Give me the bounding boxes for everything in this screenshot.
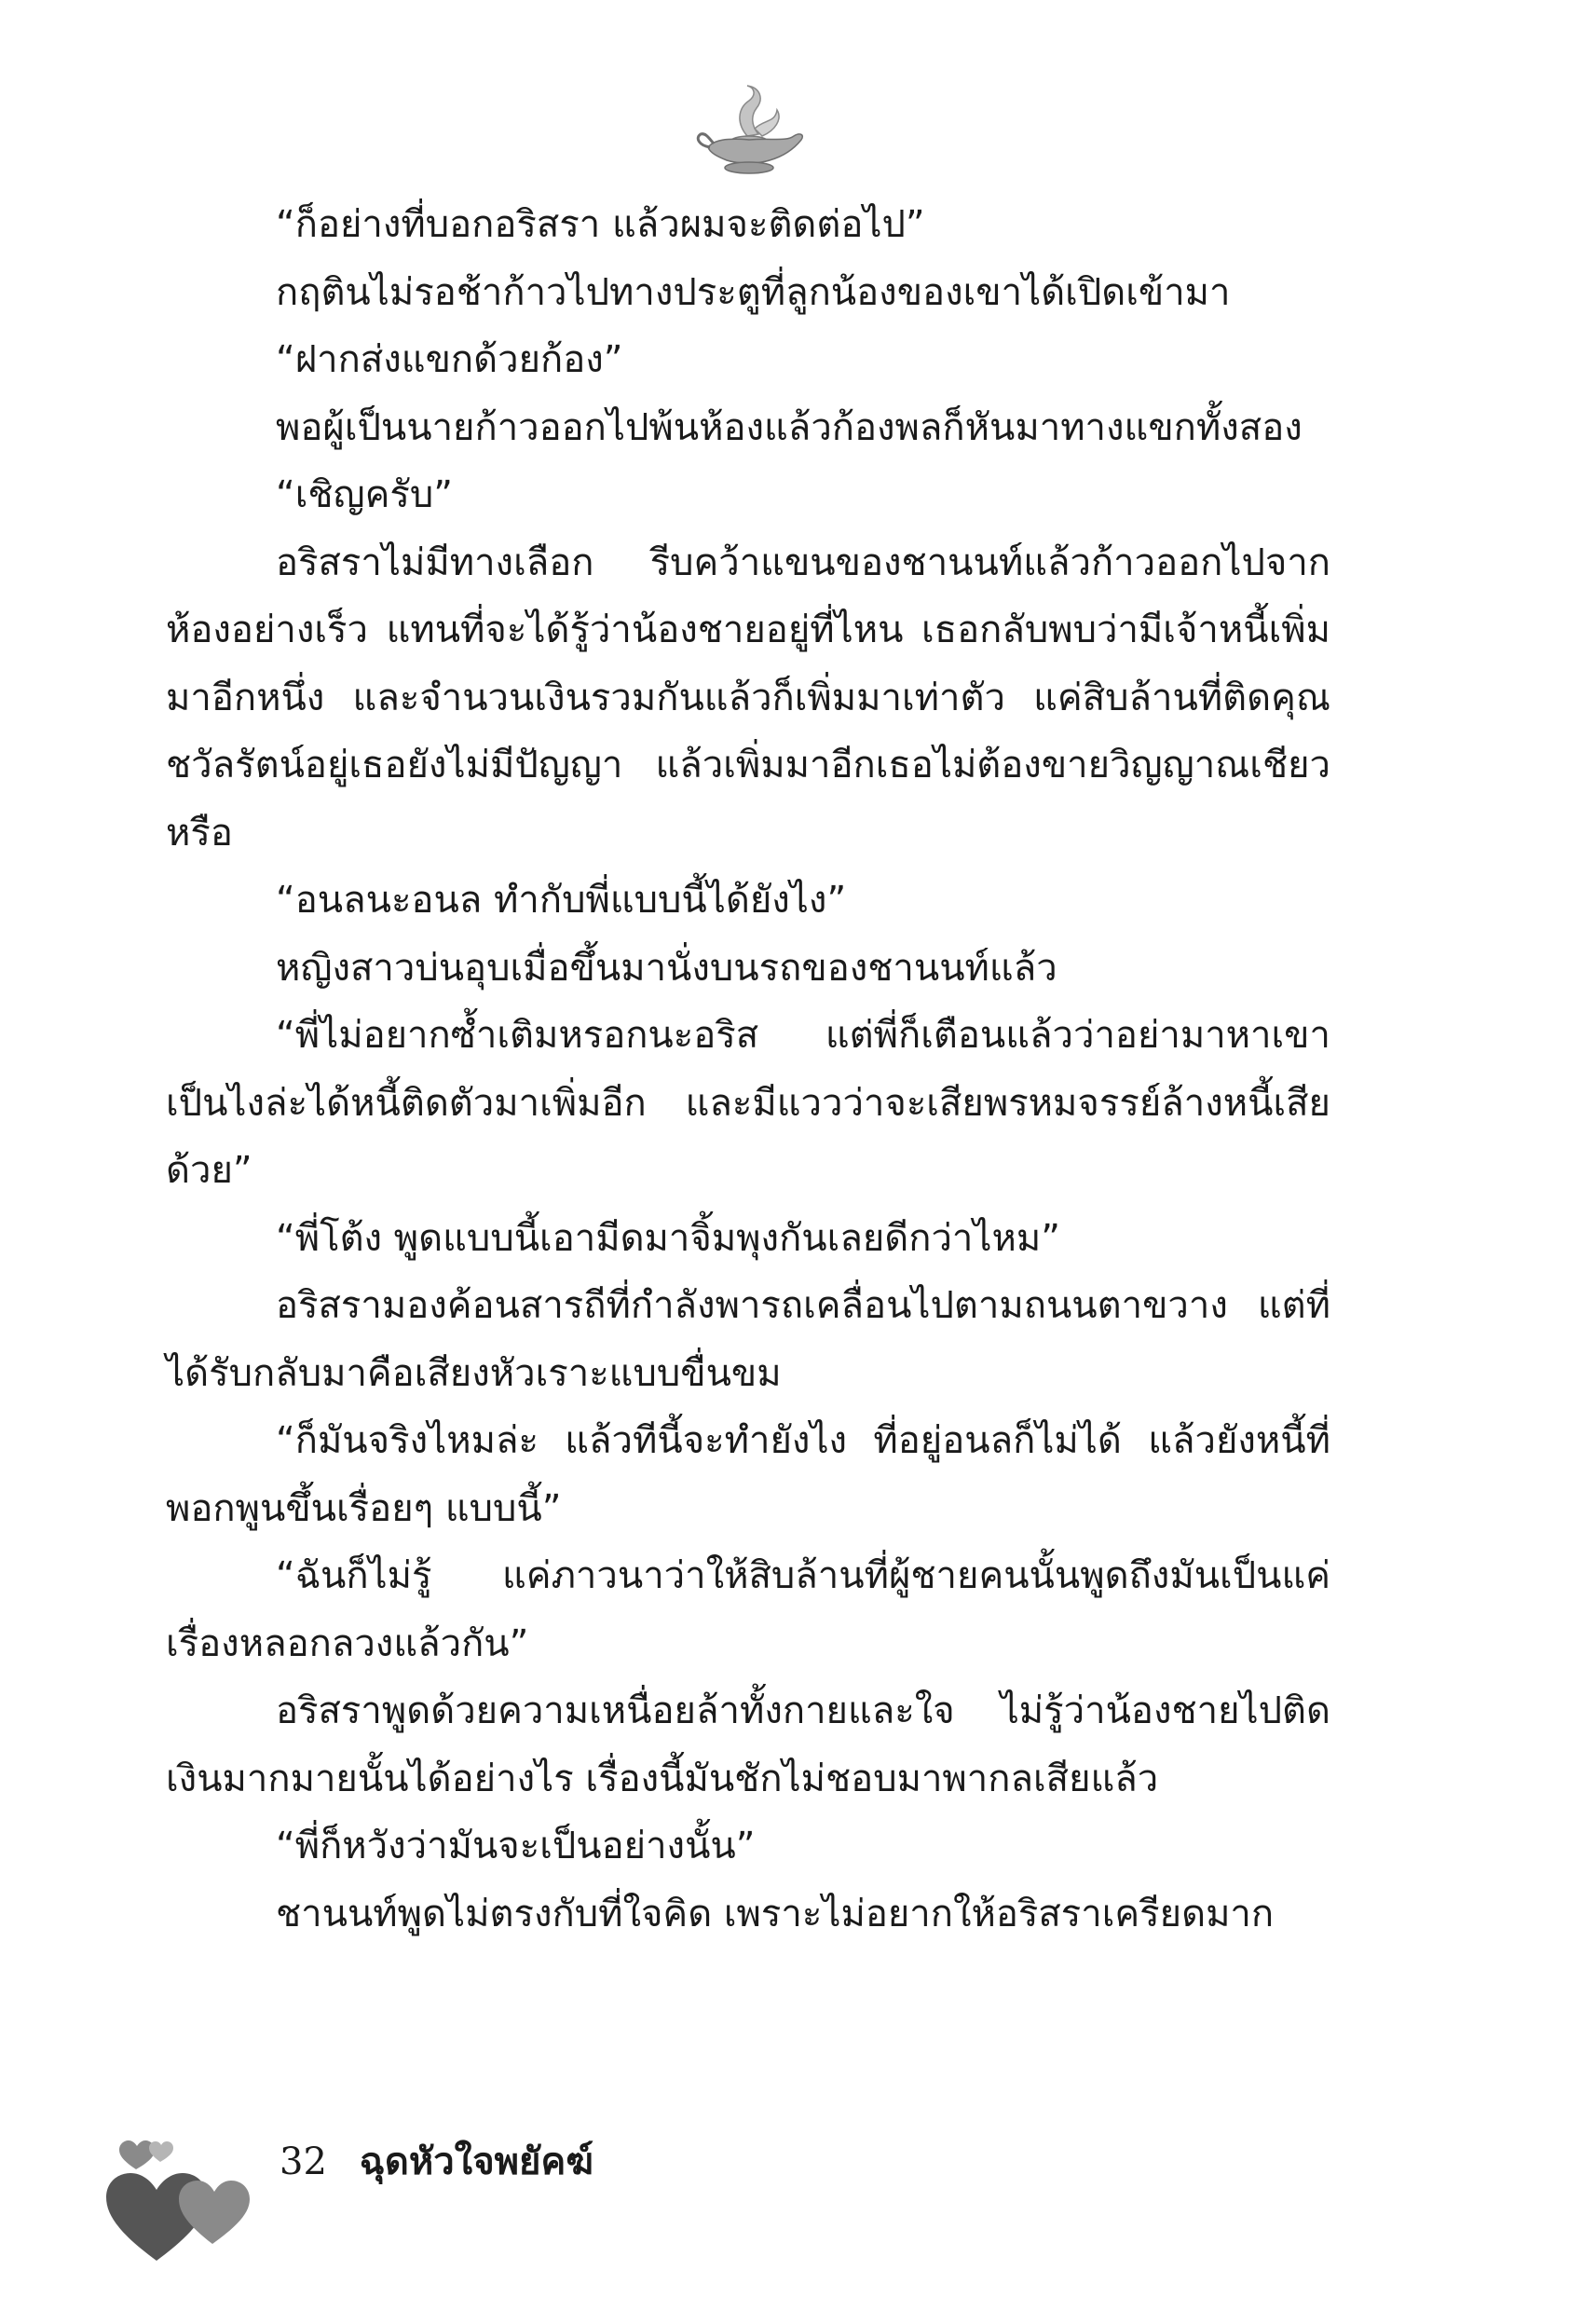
paragraph: “พี่โต้ง พูดแบบนี้เอามีดมาจิ้มพุงกันเลยดีกว่าไหม” — [276, 1216, 1060, 1260]
page-text — [166, 191, 1330, 1948]
paragraph: “พี่ไม่อยากซ้ำเติมหรอกนะอริส แต่พี่ก็เตือนแล้วว่าอย่ามาหาเขาเป็นไงล่ะได้หนี้ติดตัวมาเพิ่มอีก และมีแววว่าจะเสียพรหมจรรย์ล้างหนี้เสียด้วย” — [166, 1014, 1330, 1192]
hearts-icon — [102, 2125, 261, 2264]
paragraph: “ก็มันจริงไหมล่ะ แล้วทีนี้จะทำยังไง ที่อยู่อนลก็ไม่ได้ แล้วยังหนี้ที่พอกพูนขึ้นเรื่อยๆ แบบนี้” — [166, 1419, 1330, 1530]
paragraph: “ฝากส่งแขกด้วยก้อง” — [276, 338, 623, 381]
paragraph: อริสราไม่มีทางเลือก รีบคว้าแขนของชานนท์แล้วก้าวออกไปจากห้องอย่างเร็ว แทนที่จะได้รู้ว่าน้องชายอยู่ที่ไหน เธอกลับพบว่ามีเจ้าหนี้เพิ่มมาอีกหนึ่ง และจำนวนเงินรวมกันแล้วก็เพิ่มมาเท่าตัว แค่สิบล้านที่ติดคุณชวัลรัตน์อยู่เธอยังไม่มีปัญญา แล้วเพิ่มมาอีกเธอไม่ต้องขายวิญญาณเชียวหรือ — [166, 540, 1330, 855]
page-footer — [280, 2134, 593, 2190]
magic-lamp-icon — [689, 82, 811, 185]
paragraph: พอผู้เป็นนายก้าวออกไปพ้นห้องแล้วก้องพลก็หันมาทางแขกทั้งสอง — [276, 405, 1303, 449]
paragraph: “อนลนะอนล ทำกับพี่แบบนี้ได้ยังไง” — [276, 879, 847, 922]
paragraph: “ฉันก็ไม่รู้ แค่ภาวนาว่าให้สิบล้านที่ผู้ชายคนนั้นพูดถึงมันเป็นแค่เรื่องหลอกลวงแล้วกัน” — [166, 1554, 1330, 1665]
paragraph: อริสราพูดด้วยความเหนื่อยล้าทั้งกายและใจ ไม่รู้ว่าน้องชายไปติดเงินมากมายนั้นได้อย่างไร เรื่องนี้มันชักไม่ชอบมาพากลเสียแล้ว — [166, 1689, 1330, 1800]
paragraph: “ก็อย่างที่บอกอริสรา แล้วผมจะติดต่อไป” — [276, 203, 925, 246]
paragraph: “พี่ก็หวังว่ามันจะเป็นอย่างนั้น” — [276, 1825, 756, 1867]
paragraph: “เชิญครับ” — [276, 473, 453, 516]
paragraph: อริสรามองค้อนสารถีที่กำลังพารถเคลื่อนไปตามถนนตาขวาง แต่ที่ได้รับกลับมาคือเสียงหัวเราะแบบขื่นขม — [166, 1284, 1330, 1395]
page-number: 32 — [280, 2140, 327, 2183]
paragraph: กฤตินไม่รอช้าก้าวไปทางประตูที่ลูกน้องของเขาได้เปิดเข้ามา — [276, 270, 1231, 314]
paragraph: หญิงสาวบ่นอุบเมื่อขึ้นมานั่งบนรถของชานนท์แล้ว — [276, 946, 1057, 990]
paragraph: ชานนท์พูดไม่ตรงกับที่ใจคิด เพราะไม่อยากให้อริสราเครียดมาก — [276, 1892, 1275, 1935]
book-title: ฉุดหัวใจพยัคฆ์ — [359, 2140, 593, 2183]
